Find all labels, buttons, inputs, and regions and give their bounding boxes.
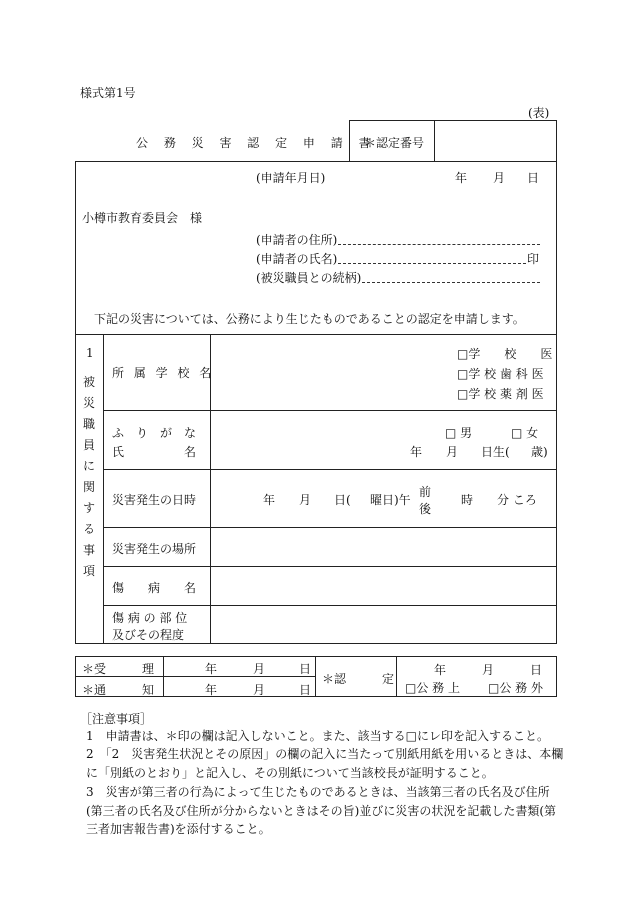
disease-part-label-line2: 及びその程度 bbox=[112, 628, 185, 642]
receipt-month: 月 bbox=[253, 662, 266, 676]
relationship-label: (被災職員との続柄) bbox=[256, 271, 362, 285]
row-divider-2 bbox=[103, 469, 557, 470]
notice-label: ＊通 知 bbox=[82, 683, 155, 697]
section-number: 1 bbox=[86, 346, 94, 360]
row-divider-5 bbox=[103, 605, 557, 606]
row-divider-1 bbox=[103, 410, 557, 411]
receipt-label: ＊受 理 bbox=[82, 662, 155, 676]
receipt-year: 年 bbox=[205, 662, 218, 676]
form-title: 公 務 災 害 認 定 申 請 書 bbox=[136, 136, 377, 150]
row-divider-3 bbox=[103, 527, 557, 528]
disease-part-label-line1: 傷 病 の 部 位 bbox=[112, 611, 188, 625]
name-label: 氏 名 bbox=[112, 445, 197, 459]
note-item-3: 3 災害が第三者の行為によって生じたものであるときは、当該第三者の氏名及び住所(第三者の氏名及び住所が分からないときはその旨)並びに災害の状況を記載した書類(第三者加害報告書)を添付すること。 bbox=[86, 785, 557, 836]
am-option[interactable]: 前 bbox=[419, 485, 432, 499]
seal-mark: 印 bbox=[527, 252, 540, 266]
place-label: 災害発生の場所 bbox=[112, 542, 197, 556]
datetime-day: 日( bbox=[334, 493, 351, 507]
school-doctor-option[interactable]: □学 校 医 bbox=[457, 347, 553, 361]
school-pharmacist-option[interactable]: □学 校 薬 剤 医 bbox=[457, 387, 544, 401]
datetime-month: 月 bbox=[299, 493, 312, 507]
applicant-name-field[interactable] bbox=[338, 263, 526, 264]
notice-year: 年 bbox=[205, 683, 218, 697]
addressee: 小樽市教育委員会 様 bbox=[82, 211, 203, 225]
datetime-hour: 時 bbox=[461, 493, 474, 507]
applicant-address-label: (申請者の住所) bbox=[256, 233, 338, 247]
datetime-label: 災害発生の日時 bbox=[112, 493, 197, 507]
application-date-label: (申請年月日) bbox=[256, 171, 326, 185]
relationship-field[interactable] bbox=[362, 282, 540, 283]
birth-day: 日生( bbox=[481, 445, 510, 459]
form-number: 様式第1号 bbox=[80, 86, 136, 100]
notice-month: 月 bbox=[253, 683, 266, 697]
certification-month: 月 bbox=[482, 663, 495, 677]
section-top-border bbox=[75, 334, 557, 335]
receipt-day: 日 bbox=[299, 662, 312, 676]
male-option[interactable]: □ 男 bbox=[445, 426, 473, 440]
office-use-col-divider-3 bbox=[396, 656, 397, 697]
applicant-address-field[interactable] bbox=[338, 244, 540, 245]
birth-year: 年 bbox=[410, 445, 423, 459]
pm-option[interactable]: 後 bbox=[419, 502, 432, 516]
non-official-option[interactable]: □公 務 外 bbox=[488, 681, 543, 695]
note-item-1: 1 申請書は、＊印の欄は記入しないこと。また、該当する□にレ印を記入すること。 bbox=[86, 729, 549, 743]
office-use-col-divider-1 bbox=[163, 656, 164, 697]
certification-day: 日 bbox=[530, 663, 543, 677]
application-date-month: 月 bbox=[493, 171, 506, 185]
datetime-year: 年 bbox=[263, 493, 276, 507]
office-use-col-divider-2 bbox=[315, 656, 316, 697]
disease-label: 傷 病 名 bbox=[112, 581, 197, 595]
cert-no-label: ＊認定番号 bbox=[364, 136, 425, 150]
datetime-minute: 分 ころ bbox=[497, 493, 537, 507]
section-number-divider bbox=[103, 334, 104, 644]
cert-no-field[interactable] bbox=[434, 120, 557, 162]
certification-year: 年 bbox=[434, 663, 447, 677]
request-statement: 下記の災害については、公務により生じたものであることの認定を申請します。 bbox=[94, 312, 525, 326]
notice-day: 日 bbox=[299, 683, 312, 697]
application-date-year: 年 bbox=[455, 171, 468, 185]
official-option[interactable]: □公 務 上 bbox=[405, 681, 460, 695]
row-divider-4 bbox=[103, 566, 557, 567]
female-option[interactable]: □ 女 bbox=[511, 426, 539, 440]
section-title: 被災職員に関する事項 bbox=[82, 375, 95, 578]
furigana-label: ふ り が な bbox=[112, 426, 197, 440]
datetime-weekday: 曜日)午 bbox=[370, 493, 411, 507]
note-item-2: 2 「2 災害発生状況とその原因」の欄の記入に当たって別紙用紙を用いるときは、本欄に「別紙のとおり」と記入し、その別紙について当該校長が証明すること。 bbox=[86, 747, 564, 780]
age-suffix: 歳) bbox=[531, 445, 548, 459]
certification-label: ＊認 定 bbox=[322, 672, 395, 686]
applicant-name-label: (申請者の氏名) bbox=[256, 252, 338, 266]
birth-month: 月 bbox=[446, 445, 459, 459]
notes-title: ［注意事項］ bbox=[80, 712, 153, 726]
school-dentist-option[interactable]: □学 校 歯 科 医 bbox=[457, 367, 544, 381]
school-label: 所 属 学 校 名 bbox=[112, 366, 215, 380]
application-date-day: 日 bbox=[527, 171, 540, 185]
side-label: (表) bbox=[528, 106, 550, 120]
